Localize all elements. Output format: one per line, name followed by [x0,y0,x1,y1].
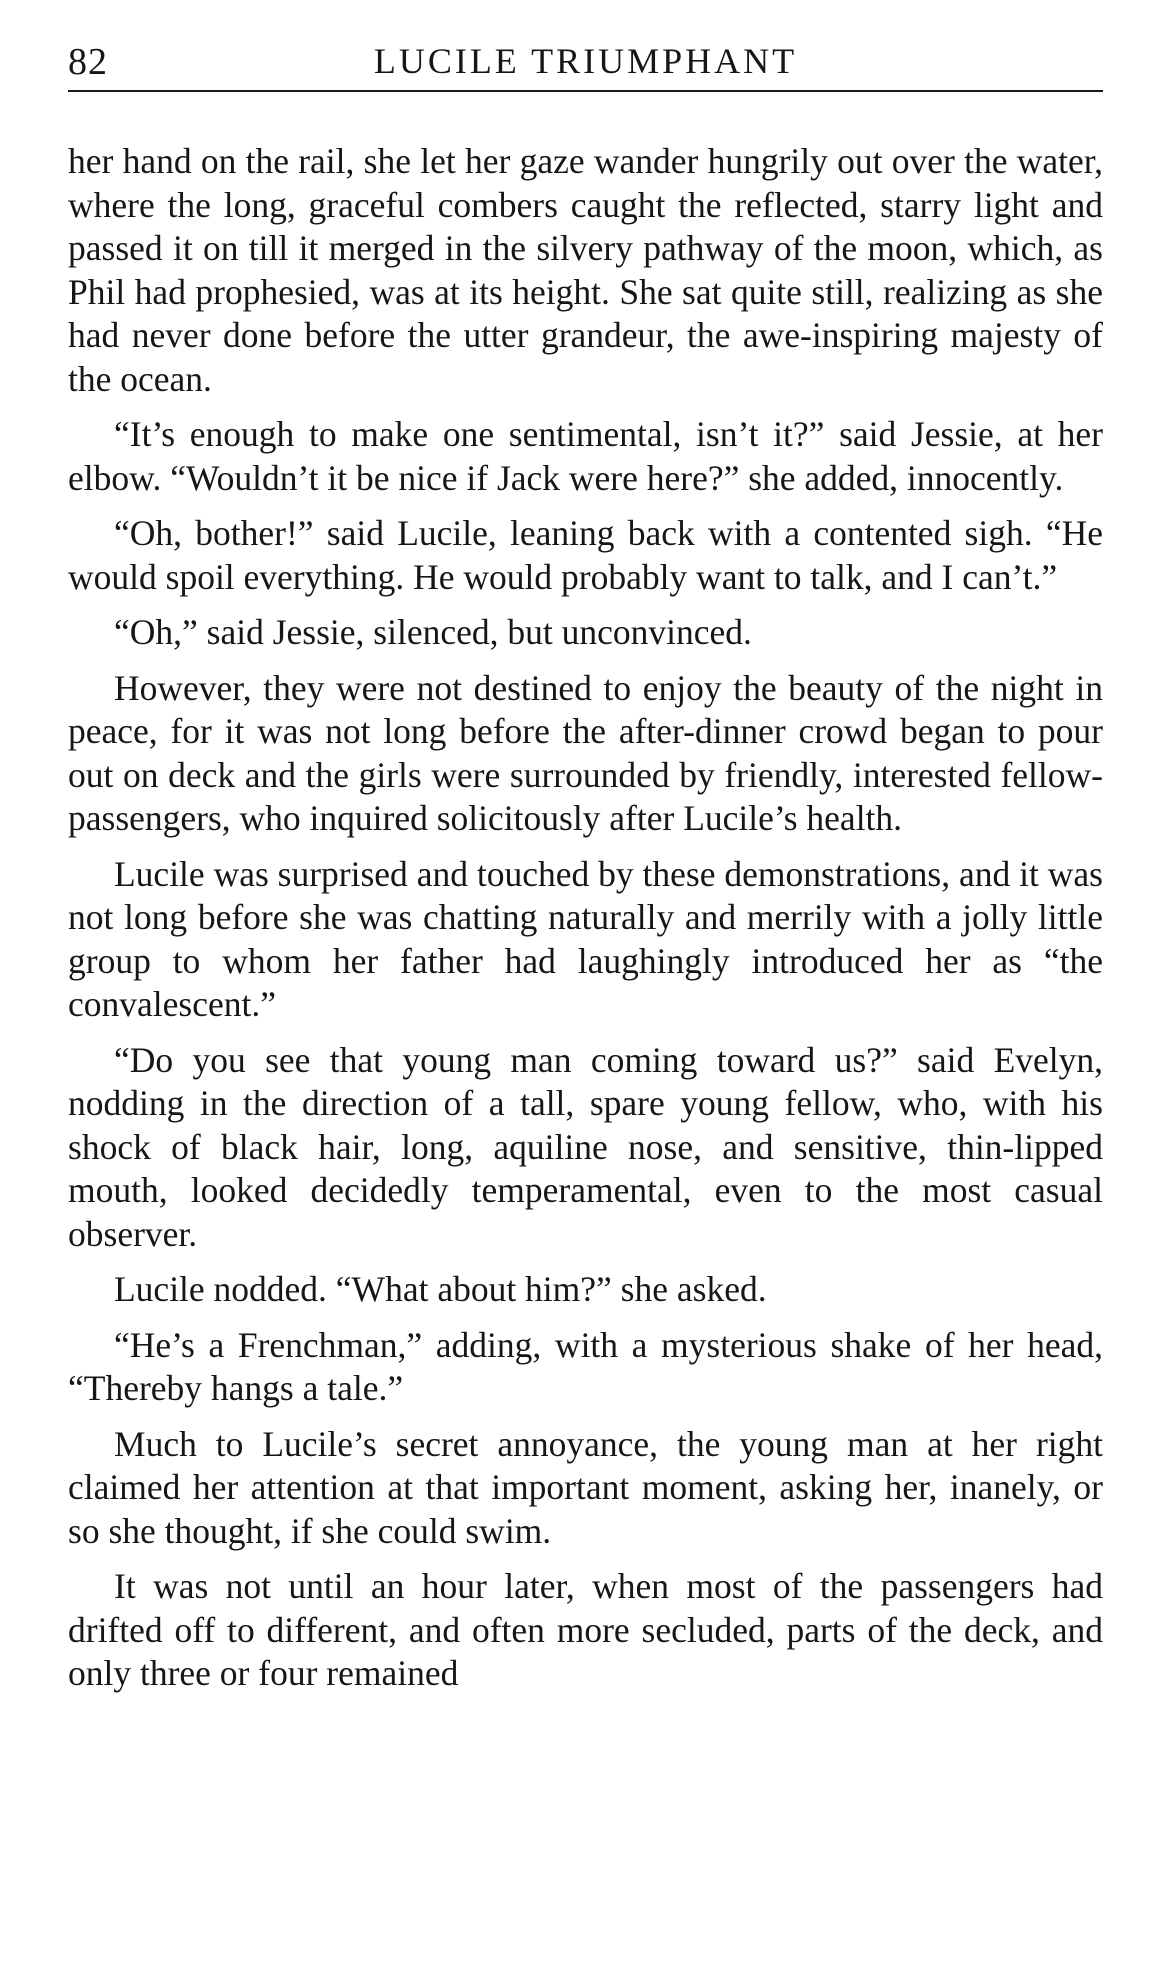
paragraph: “It’s enough to make one sentimental, isn’t it?” said Jessie, at her elbow. “Wouldn’t it be nice if Jack were here?” she added, innocently. [68,414,1103,498]
paragraph: Lucile was surprised and touched by these demonstrations, and it was not long before she was chatting naturally and merrily with a jolly little group to whom her father had laughingly introduced her as “the convalescent.” [68,853,1103,1024]
page-header [68,38,1103,92]
paragraph: “Do you see that young man coming toward us?” said Evelyn, nodding in the direction of a tall, spare young fellow, who, with his shock of black hair, long, aquiline nose, and sensitive, thin-lipped mouth, looked decidedly temperamental, even to the most casual observer. [68,1039,1103,1254]
paragraph: “He’s a Frenchman,” adding, with a mysterious shake of her head, “Thereby hangs a tale.” [68,1324,1103,1408]
paragraph: “Oh, bother!” said Lucile, leaning back with a contented sigh. “He would spoil everything. He would probably want to talk, and I can’t.” [68,513,1103,597]
paragraph: Lucile nodded. “What about him?” she asked. [114,1269,767,1309]
paragraph: However, they were not destined to enjoy the beauty of the night in peace, for it was not long before the after-dinner crowd began to pour out on deck and the girls were surrounded by friendly, interested fellow-passengers, who inquired solicitously after Lucile’s health. [68,667,1103,838]
paragraph: “Oh,” said Jessie, silenced, but unconvinced. [114,612,752,652]
book-page [68,38,1103,1708]
paragraph: It was not until an hour later, when most of the passengers had drifted off to different, and often more secluded, parts of the deck, and only three or four remained [68,1566,1103,1693]
running-title: LUCILE TRIUMPHANT [373,41,798,81]
page-number: 82 [68,41,108,83]
paragraph: Much to Lucile’s secret annoyance, the young man at her right claimed her attention at that important moment, asking her, inanely, or so she thought, if she could swim. [68,1423,1103,1551]
body-text [68,140,1103,1696]
paragraph-continued: her hand on the rail, she let her gaze wander hungrily out over the water, where the long, graceful combers caught the reflected, starry light and passed it on till it merged in the silvery pathway of the moon, which, as Phil had prophesied, was at its height. She sat quite still, realizing as she had never done before the utter grandeur, the awe-inspiring majesty of the ocean. [68,141,1103,399]
